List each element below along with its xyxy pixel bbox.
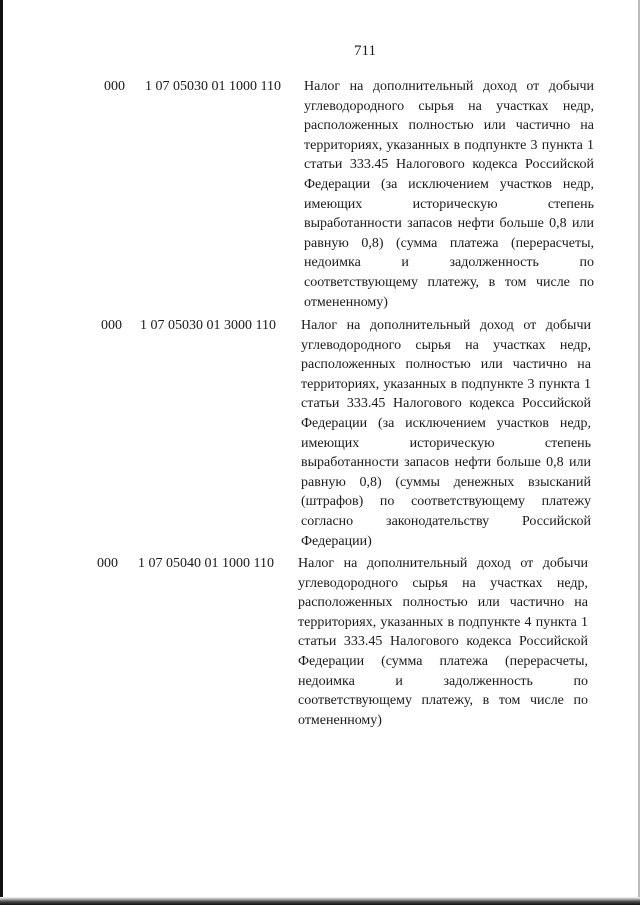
income-description: Налог на дополнительный доход от добычи углеводородного сырья на участках недр, расположенных полностью или частично на территориях, указанных в подпункте 3 пункта 1 статьи 333.45 Налогового кодекса Российской Федерации (за исключением участков недр, имеющих историческую степень выработанности запасов нефти больше 0,8 или равную 0,8) (сумма платежа (перерасчеты, недоимка и задолженность по соответствующему платежу, в том числе по отмененному) [304,79,594,310]
administrator-code: 000 [101,318,122,333]
administrator-code: 000 [97,556,118,571]
budget-classification-code: 1 07 05030 01 3000 110 [140,318,276,333]
income-description: Налог на дополнительный доход от добычи углеводородного сырья на участках недр, расположенных полностью или частично на территориях, указанных в подпункте 3 пункта 1 статьи 333.45 Налогового кодекса Российской Федерации (за исключением участков недр, имеющих историческую степень выработанности запасов нефти больше 0,8 или равную 0,8) (суммы денежных взысканий (штрафов) по соответствующему платежу согласно законодательству Российской Федерации) [301,318,591,549]
budget-classification-code: 1 07 05040 01 1000 110 [138,556,274,571]
administrator-code: 000 [104,79,125,94]
page-number: 711 [354,43,376,59]
income-description: Налог на дополнительный доход от добычи углеводородного сырья на участках недр, расположенных полностью или частично на территориях, указанных в подпункте 4 пункта 1 статьи 333.45 Налогового кодекса Российской Федерации (сумма платежа (перерасчеты, недоимка и задолженность по соответствующему платежу, в том числе по отмененному) [298,556,588,728]
scan-edge-bottom [0,897,640,905]
budget-classification-code: 1 07 05030 01 1000 110 [145,79,281,94]
scan-edge-left [0,0,3,905]
